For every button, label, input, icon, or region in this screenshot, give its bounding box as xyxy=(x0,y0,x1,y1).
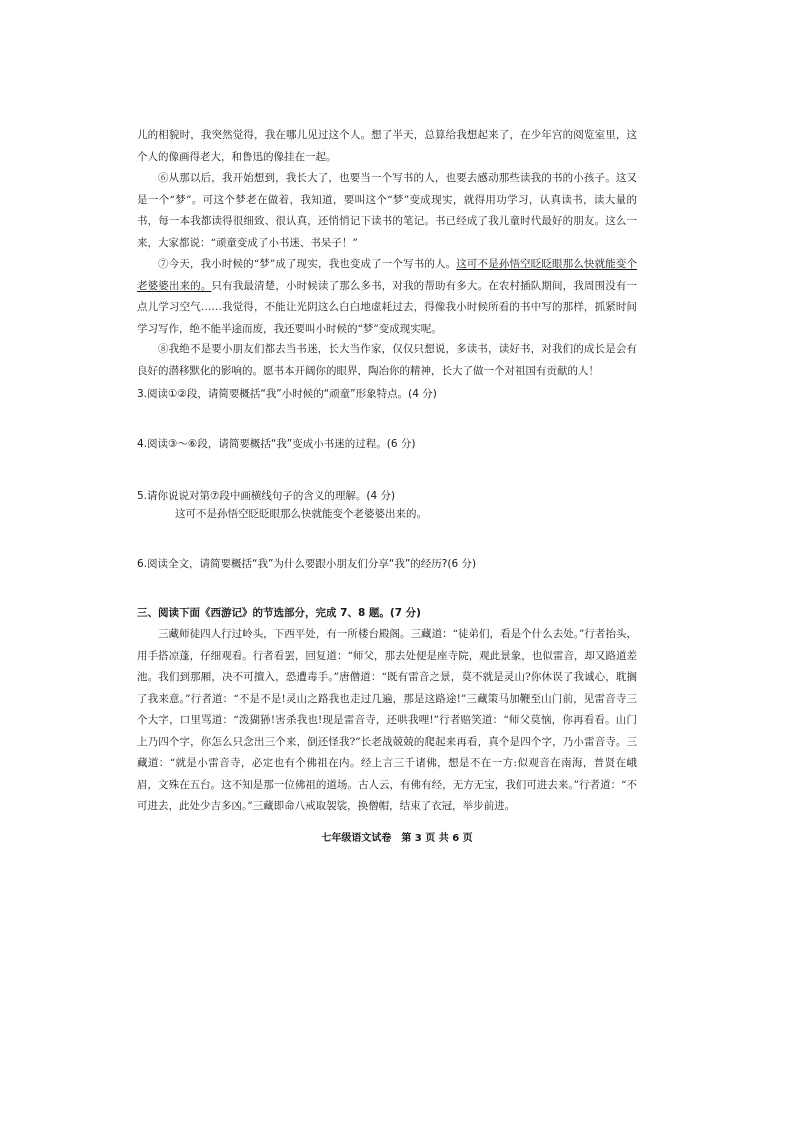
section-3-heading: 三、阅读下面《西游记》的节选部分，完成 7、8 题。(7 分) xyxy=(137,607,421,619)
page-footer: 七年级语文试卷 第 3 页 共 6 页 xyxy=(321,833,473,844)
question-3: 3.阅读①②段，请简要概括“我”小时候的“顽童”形象特点。(4 分) xyxy=(137,388,437,400)
passage-paragraph-continued: 儿的相貌时，我突然觉得，我在哪儿见过这个人。想了半天，总算给我想起来了，在少年宫的阅览室里，这个人的像画得老大，和鲁迅的像挂在一起。 xyxy=(137,129,637,163)
journey-west-excerpt: 三藏师徒四人行过岭头，下西平处，有一所楼台殿阁。三藏道：“徒弟们，看是个什么去处。”行者抬头，用手搭凉蓬，仔细观看。行者看罢，回复道：“师父，那去处便是座寺院，观此景象，也似雷音，却又路道差池。我们到那厢，决不可擅入，恐遭毒手。”唐僧道：“既有雷音之景，莫不就是灵山?你休误了我诚心，耽搁了我来意。”行者道：“不是不是!灵山之路我也走过几遍，那是这路途!”三藏策马加鞭至山门前，见雷音寺三个大字，口里骂道：“泼猢狲!害杀我也!现是雷音寺，还哄我哩!”行者赔笑道：“师父莫恼，你再看看。山门上乃四个字，你怎么只念出三个来，倒还怪我?”长老战兢兢的爬起来再看，真个是四个字，乃小雷音寺。三藏道：“就是小雷音寺，必定也有个佛祖在内。经上言三千诸佛，想是不在一方:似观音在南海，普贤在峨眉，文殊在五台。这不知是那一位佛祖的道场。古人云，有佛有经，无方无宝，我们可进去来。”行者道：“不可进去，此处少吉多凶。”三藏即命八戒取袈裟，换僧帽，结束了衣冠，举步前进。 xyxy=(137,628,637,812)
question-6: 6.阅读全文，请简要概括“我”为什么要跟小朋友们分享“我”的经历?(6 分) xyxy=(137,558,477,570)
question-5-quoted-sentence: 这可不是孙悟空眨眨眼那么快就能变个老婆婆出来的。 xyxy=(175,508,427,520)
underlined-sentence: 这可不是孙悟空眨眨眼那么快就能变个老婆婆出来的。 xyxy=(137,258,637,292)
passage-paragraph-7 xyxy=(137,254,637,340)
paragraph-7-text-a: ⑦今天，我小时候的“梦”成了现实，我也变成了一个写书的人。 xyxy=(158,258,457,270)
paragraph-7-text-b: 只有我最清楚，小时候读了那么多书，对我的帮助有多大。在农村插队期间，我周围没有一点儿学习空气……我觉得，不能让光阴这么白白地虚耗过去，得像我小时候所看的书中写的那样，抓紧时间学习写作，绝不能半途而废，我还要叫小时候的“梦”变成现实呢。 xyxy=(137,279,638,335)
question-4: 4.阅读③～⑥段，请简要概括“我”变成小书迷的过程。(6 分) xyxy=(137,438,416,450)
question-5: 5.请你说说对第⑦段中画横线句子的含义的理解。(4 分) xyxy=(137,490,396,502)
passage-paragraph-8: ⑧我绝不是要小朋友们都去当书迷，长大当作家，仅仅只想说，多读书，读好书，对我们的成长是会有良好的潜移默化的影响的。愿书本开阔你的眼界，陶冶你的精神，长大了做一个对祖国有贡献的人！ xyxy=(137,343,637,377)
passage-paragraph-6: ⑥从那以后，我开始想到，我长大了，也要当一个写书的人，也要去感动那些读我的书的小孩子。这又是一个“梦”。可这个梦老在做着，我知道，要叫这个“梦”变成现实，就得用功学习，认真读书，读大量的书，每一本我都读得很细致、很认真，还悄悄记下读书的笔记。书已经成了我儿童时代最好的朋友。这么一来，大家都说：“顽童变成了小书迷、书呆子！” xyxy=(137,172,637,249)
